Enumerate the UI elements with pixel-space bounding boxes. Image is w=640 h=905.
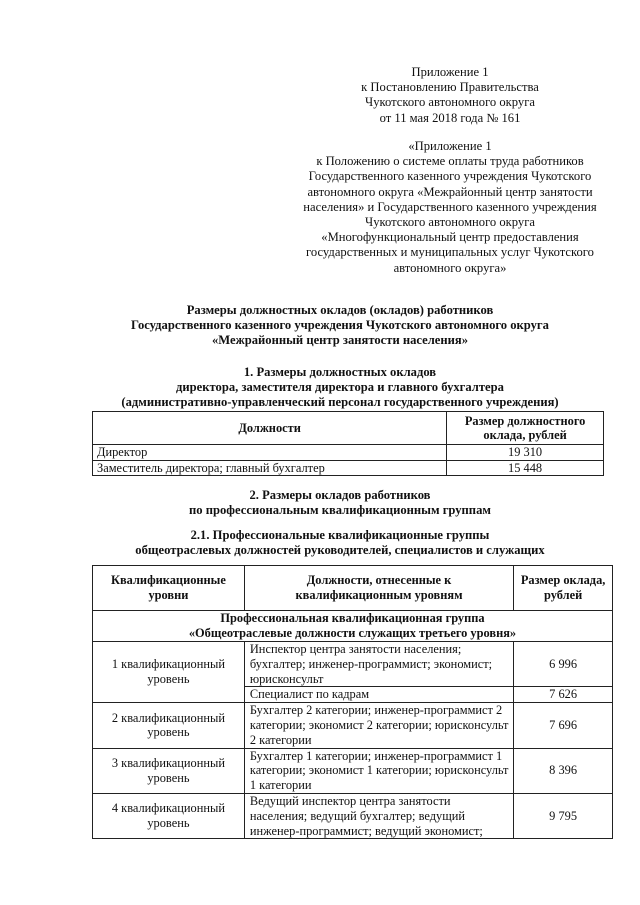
table-header-row: [93, 412, 604, 445]
qualification-salary-table: [92, 565, 613, 839]
section21-title: [50, 528, 630, 558]
positions-cell: Бухгалтер 2 категории; инженер-программист 2 категории; экономист 2 категории; юрисконсульт 2 категории: [244, 703, 513, 748]
inner-appendix-line: населения» и Государственного казенного учреждения: [303, 199, 597, 214]
positions-cell: Ведущий инспектор центра занятости населения; ведущий бухгалтер; ведущий инженер-программист; ведущий экономист;: [244, 793, 513, 838]
main-title: [50, 303, 630, 349]
main-title-line: «Межрайонный центр занятости населения»: [211, 333, 469, 348]
section2-title-line: по профессиональным квалификационным группам: [189, 503, 491, 518]
table-row: [93, 748, 613, 793]
section1-title-line: 1. Размеры должностных окладов: [243, 365, 437, 379]
directors-salary-table: [92, 411, 604, 476]
salary-cell: 9 795: [514, 793, 613, 838]
salary-cell: 7 696: [514, 703, 613, 748]
column-header-salary: Размер должностного оклада, рублей: [447, 412, 604, 445]
appendix-line: Чукотского автономного округа: [365, 95, 535, 110]
group-title-line: Профессиональная квалификационная группа: [220, 611, 485, 626]
inner-appendix-line: Государственного казенного учреждения Чукотского: [308, 169, 592, 184]
section21-title-line: 2.1. Профессиональные квалификационные группы: [190, 528, 490, 542]
level-cell: 4 квалификационный уровень: [93, 793, 245, 838]
column-header-salary: Размер оклада, рублей: [514, 566, 613, 611]
positions-cell: Специалист по кадрам: [244, 687, 513, 703]
inner-appendix-line: автономного округа «Межрайонный центр занятости: [307, 184, 593, 199]
group-row: [93, 611, 613, 642]
salary-cell: 7 626: [514, 687, 613, 703]
salary-cell: 8 396: [514, 748, 613, 793]
column-header-positions: Должности, отнесенные к квалификационным уровням: [244, 566, 513, 611]
position-cell: Заместитель директора; главный бухгалтер: [93, 460, 447, 476]
inner-appendix-line: «Многофункциональный центр предоставления: [321, 230, 579, 245]
appendix-header: [300, 65, 600, 126]
table-row: [93, 445, 604, 461]
salary-cell: 6 996: [514, 642, 613, 687]
main-title-line: Государственного казенного учреждения Чукотского автономного округа: [131, 318, 549, 333]
level-cell: 2 квалификационный уровень: [93, 703, 245, 748]
table-row: [93, 703, 613, 748]
group-title-line: «Общеотраслевые должности служащих третьего уровня»: [188, 626, 517, 640]
level-cell: 3 квалификационный уровень: [93, 748, 245, 793]
inner-appendix-line: «Приложение 1: [408, 139, 492, 153]
appendix-line: к Постановлению Правительства: [361, 80, 539, 95]
positions-cell: Инспектор центра занятости населения; бухгалтер; инженер-программист; экономист; юрисконсульт: [244, 642, 513, 687]
inner-appendix-header: [300, 139, 600, 276]
inner-appendix-line: к Положению о системе оплаты труда работников: [316, 154, 584, 169]
section1-title: [50, 365, 630, 411]
inner-appendix-line: Чукотского автономного округа: [365, 215, 535, 230]
level-cell: 1 квалификационный уровень: [93, 642, 245, 703]
section2-title-line: 2. Размеры окладов работников: [249, 488, 431, 502]
salary-cell: 19 310: [447, 445, 604, 461]
salary-cell: 15 448: [447, 460, 604, 476]
section21-title-line: общеотраслевых должностей руководителей, специалистов и служащих: [135, 543, 545, 558]
section1-title-line: (административно-управленческий персонал государственного учреждения): [121, 395, 559, 410]
table-row: [93, 793, 613, 838]
table-row: [93, 642, 613, 687]
inner-appendix-line: автономного округа»: [393, 260, 507, 275]
column-header-level: Квалификационные уровни: [93, 566, 245, 611]
appendix-line: Приложение 1: [411, 65, 489, 79]
appendix-line: от 11 мая 2018 года № 161: [379, 110, 521, 125]
main-title-line: Размеры должностных окладов (окладов) работников: [186, 303, 494, 317]
table-header-row: [93, 566, 613, 611]
column-header-position: Должности: [93, 412, 447, 445]
group-title: [93, 611, 613, 642]
table-row: [93, 460, 604, 476]
section2-title: [50, 488, 630, 518]
inner-appendix-line: государственных и муниципальных услуг Чукотского: [306, 245, 594, 260]
position-cell: Директор: [93, 445, 447, 461]
positions-cell: Бухгалтер 1 категории; инженер-программист 1 категории; экономист 1 категории; юрисконсульт 1 категории: [244, 748, 513, 793]
section1-title-line: директора, заместителя директора и главного бухгалтера: [176, 380, 504, 395]
